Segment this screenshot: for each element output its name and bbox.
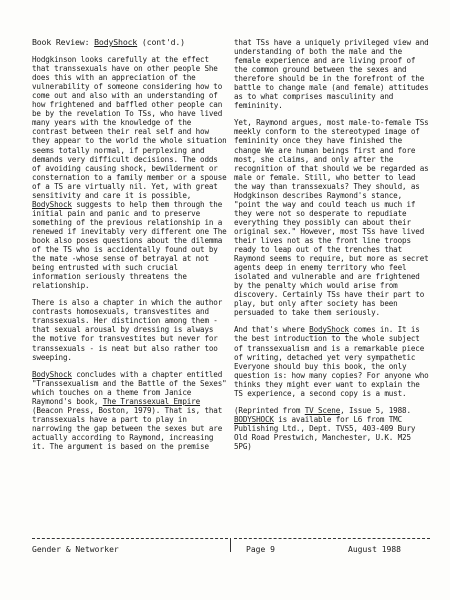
text-run: Yet, Raymond argues, most male-to-female TSs meekly conform to the stereotyped image of femininity once they have finished the change We are human beings first and fore most, she claims, and only after the recognition of that should we be regarded as male or female. Still, who better to lead the way than transsexuals? They should, as Hodgkinson describes Raymond's stance, "point the way and could teach us much if they were not so desperate to repudiate everything they possibly can about their original sex." However, most TSs have lived their lives not as the front line troops ready to leap out of the trenches that Raymond seems to require, but more as secret agents deep in enemy territory who feel isolated and vulnerable and are frightened by the penalty which would arise from discovery. Certainly TSs have their part to play, but only after society has been persuaded to take them seriously. [234,118,429,318]
underlined-text: BodyShock [32,369,72,379]
right-column [234,38,430,459]
article-title [32,38,228,47]
underlined-text: BODYSHOCK [234,414,274,424]
issue-date: August 1988 [348,545,401,554]
title-prefix: Book Review: [32,37,95,47]
text-run: , Issue 5, 1988. [340,405,411,415]
title-book-name: BodyShock [94,37,138,47]
underlined-text: TV Scene [304,405,341,415]
footer-separator [230,538,231,552]
text-run: is available for L6 from TMC Publishing Ltd., Dept. TVS5, 403-409 Bury Old Road Prestwich, Manchester, U.K. M25 5PG) [234,414,416,451]
paragraph [234,118,430,317]
title-suffix: (cont'd.) [137,37,185,47]
text-run: There is also a chapter in which the author contrasts homosexuals, transvestites and transsexuals. Her distinction among them - that sexual arousal by dressing is always the motive for transvestites but never for transsexuals - is neat but also rather too sweeping. [32,298,223,362]
publication-name: Gender & Networker [32,545,119,554]
footer-divider [32,538,228,539]
paragraph [234,38,430,110]
page-number: Page 9 [246,545,275,554]
text-run: And that's where [234,325,310,335]
text-run: (Beacon Press, Boston, 1979). That is, that transsexuals have a part to play in narrowing the gap between the sexes but are actually according to Raymond, increasing it. The argument is based on the premise [32,405,223,451]
underlined-text: The Transsexual Empire [102,396,201,406]
text-run: (Reprinted from [234,405,305,415]
underlined-text: BodyShock [32,199,72,209]
underlined-text: BodyShock [309,325,349,335]
paragraph [32,370,228,451]
text-run: concludes with a chapter entitled "Transsexualism and the Battle of the Sexes" which touches on a theme from Janice Raymond's book, [32,369,227,406]
paragraph [32,298,228,361]
left-column [32,38,228,459]
reprint-note [234,406,430,451]
paragraph [234,325,430,397]
text-run: that TSs have a uniquely privileged view and understanding of both the male and the female experience and are living proof of the common ground between the sexes and therefore should be in the forefront of the battle to change male (and female) attitudes as to what comprises masculinity and femininity. [234,38,429,111]
text-run: Hodgkinson looks carefully at the effect that transsexuals have on other people She does this with an appreciation of the vulnerability of someone considering how to come out and also with an understanding of how frightened and baffled other people can be by the revelation To TSs, who have lived many years with the knowledge of the contrast between their real self and how they appear to the world the whole situation seems totally normal, if perplexing and demands very difficult decisions. The odds of avoiding causing shock, bewilderment or consternation to a family member or a spouse of a TS are virtually nil. Yet, with great sensitivity and care it is possible, [32,55,227,200]
text-run: comes in. It is the best introduction to the whole subject of transsexualism and is a remarkable piece of writing, detached yet very sympathetic Everyone should buy this book, the only question is: how many copies? For anyone who thinks they might ever want to explain the TS experience, a second copy is a must. [234,325,429,398]
footer-divider [234,538,430,539]
paragraph [32,55,228,290]
text-run: suggests to help them through the initial pain and panic and to preserve something of the previous relationship in a renewed if inevitably very different one The book also poses questions about the dilemma of the TS who is accidentally found out by the mate -whose sense of betrayal at not being entrusted with such crucial information seriously threatens the relationship. [32,199,227,291]
